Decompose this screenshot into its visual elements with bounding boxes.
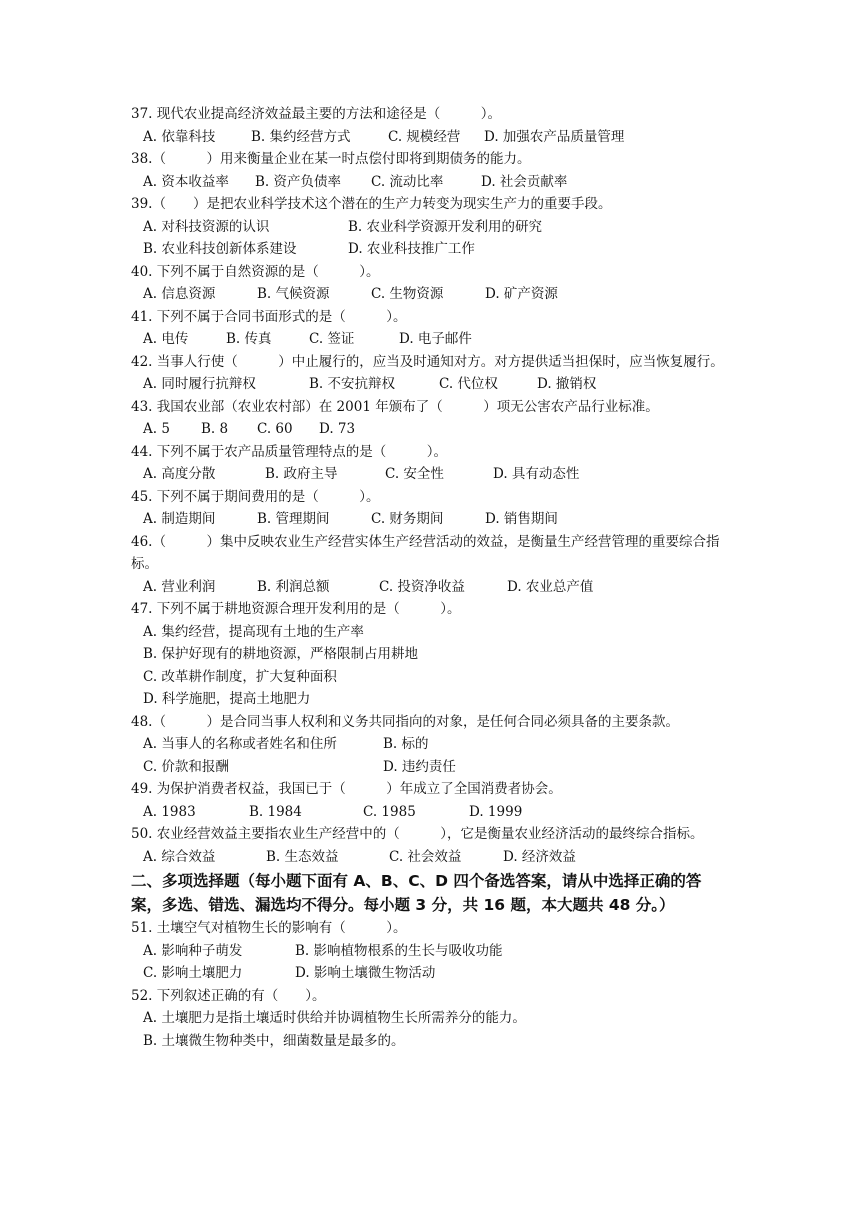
question-45-stem: 45. 下列不属于期间费用的是（ ）。: [131, 488, 380, 505]
option-a: A. 1983: [143, 803, 196, 820]
question-38-options: [131, 171, 731, 194]
question-38-stem: 38.（ ）用来衡量企业在某一时点偿付即将到期债务的能力。: [131, 151, 531, 167]
question-42-options: [131, 373, 731, 396]
option-b: B. 标的: [383, 736, 429, 752]
question-41-stem: 41. 下列不属于合同书面形式的是（ ）。: [131, 308, 407, 325]
option-b: B. 1984: [249, 803, 302, 820]
question-52-stem: 52. 下列叙述正确的有（ ）。: [131, 987, 326, 1004]
option-d: D. 农业科技推广工作: [348, 241, 475, 257]
option-a: A. 营业利润: [143, 578, 216, 595]
option-b: B. 影响植物根系的生长与吸收功能: [295, 942, 503, 959]
option-a: A. 集约经营，提高现有土地的生产率: [143, 623, 364, 640]
question-37-stem: 37. 现代农业提高经济效益最主要的方法和途径是（ ）。: [131, 106, 502, 122]
option-b: B. 气候资源: [257, 286, 330, 302]
option-d: D. 经济效益: [503, 848, 576, 865]
option-b: B. 8: [201, 421, 229, 437]
option-b: B. 农业科学资源开发利用的研究: [348, 218, 543, 235]
question-list: [131, 103, 731, 1052]
option-d: D. 违约责任: [383, 758, 456, 775]
question-45-options: [131, 508, 731, 531]
question-43-stem: 43. 我国农业部（农业农村部）在 2001 年颁布了（ ）项无公害农产品行业标准。: [131, 398, 659, 415]
question-50-options: [131, 846, 731, 869]
question-51-options-row2: [131, 962, 731, 985]
option-c: C. 60: [257, 421, 293, 437]
option-a: A. 综合效益: [143, 848, 216, 865]
option-a: A. 5: [143, 421, 170, 437]
option-d: D. 科学施肥，提高土地肥力: [143, 691, 311, 707]
question-39-options-row2: [131, 238, 731, 261]
option-c: C. 社会效益: [389, 848, 462, 865]
option-c: C. 规模经营: [388, 128, 461, 145]
question-40-stem: 40. 下列不属于自然资源的是（ ）。: [131, 263, 380, 280]
question-51-options-row1: [131, 940, 731, 963]
question-46-stem: 46.（ ）集中反映农业生产经营实体生产经营活动的效益，是衡量生产经营管理的重要综合指标。: [131, 533, 720, 572]
option-d: D. 1999: [469, 803, 523, 820]
question-40-options: [131, 283, 731, 306]
option-a: A. 制造期间: [143, 511, 216, 527]
option-b: B. 保护好现有的耕地资源，严格限制占用耕地: [143, 646, 419, 662]
option-c: C. 流动比率: [371, 173, 444, 190]
option-a: A. 同时履行抗辩权: [143, 376, 256, 392]
option-c: C. 1985: [363, 803, 416, 820]
question-44-options: [131, 463, 731, 486]
option-c: C. 签证: [309, 331, 355, 347]
question-44-stem: 44. 下列不属于农产品质量管理特点的是（ ）。: [131, 443, 448, 460]
question-48-options-row2: [131, 756, 731, 779]
option-b: B. 利润总额: [257, 578, 330, 595]
option-a: A. 电传: [143, 331, 189, 347]
option-d: D. 73: [319, 421, 356, 437]
option-c: C. 改革耕作制度，扩大复种面积: [143, 668, 337, 685]
question-49-stem: 49. 为保护消费者权益，我国已于（ ）年成立了全国消费者协会。: [131, 781, 562, 797]
option-a: A. 依靠科技: [143, 128, 216, 145]
question-43-options: [131, 418, 731, 441]
option-b: B. 土壤微生物种类中，细菌数量是最多的。: [143, 1032, 405, 1049]
option-d: D. 撤销权: [537, 376, 597, 392]
option-a: A. 信息资源: [143, 286, 216, 302]
option-d: D. 农业总产值: [507, 578, 594, 595]
option-a: A. 影响种子萌发: [143, 942, 243, 959]
section-heading-multiple-choice: 二、多项选择题（每小题下面有 A、B、C、D 四个备选答案，请从中选择正确的答案，多选、错选、漏选均不得分。每小题 3 分，共 16 题，本大题共 48 分。）: [131, 872, 702, 914]
option-c: C. 投资净收益: [379, 578, 465, 595]
option-a: A. 资本收益率: [143, 173, 229, 190]
option-d: D. 具有动态性: [493, 466, 580, 482]
option-d: D. 加强农产品质量管理: [484, 128, 625, 145]
option-c: C. 价款和报酬: [143, 758, 229, 775]
question-42-stem: 42. 当事人行使（ ）中止履行的，应当及时通知对方。对方提供适当担保时，应当恢复履行。: [131, 353, 724, 370]
option-c: C. 代位权: [439, 376, 498, 392]
option-b: B. 管理期间: [257, 511, 330, 527]
question-39-stem: 39.（ ）是把农业科学技术这个潜在的生产力转变为现实生产力的重要手段。: [131, 196, 612, 212]
option-d: D. 影响土壤微生物活动: [295, 965, 436, 981]
question-48-options-row1: [131, 733, 731, 756]
option-c: C. 安全性: [385, 466, 444, 482]
option-a: A. 对科技资源的认识: [143, 218, 270, 235]
option-a: A. 土壤肥力是指土壤适时供给并协调植物生长所需养分的能力。: [143, 1010, 526, 1026]
question-51-stem: 51. 土壤空气对植物生长的影响有（ ）。: [131, 920, 407, 936]
question-48-stem: 48.（ ）是合同当事人权利和义务共同指向的对象，是任何合同必须具备的主要条款。: [131, 713, 679, 730]
option-d: D. 销售期间: [485, 511, 558, 527]
question-50-stem: 50. 农业经营效益主要指农业生产经营中的（ ），它是衡量农业经济活动的最终综合指标。: [131, 826, 704, 842]
question-46-options: [131, 576, 731, 599]
option-c: C. 影响土壤肥力: [143, 965, 243, 981]
option-c: C. 生物资源: [371, 286, 444, 302]
option-b: B. 不安抗辩权: [309, 376, 396, 392]
option-a: A. 当事人的名称或者姓名和住所: [143, 736, 337, 752]
option-b: B. 生态效益: [266, 848, 339, 865]
option-d: D. 电子邮件: [399, 331, 472, 347]
option-b: B. 集约经营方式: [251, 128, 351, 145]
option-c: C. 财务期间: [371, 511, 444, 527]
option-c: B. 农业科技创新体系建设: [143, 241, 297, 257]
option-d: D. 矿产资源: [485, 286, 558, 302]
question-47-stem: 47. 下列不属于耕地资源合理开发利用的是（ ）。: [131, 601, 461, 617]
option-b: B. 资产负债率: [255, 173, 342, 190]
option-d: D. 社会贡献率: [481, 173, 568, 190]
option-b: B. 政府主导: [265, 466, 338, 482]
question-37-options: [131, 126, 731, 149]
question-41-options: [131, 328, 731, 351]
question-49-options: [131, 801, 731, 824]
option-b: B. 传真: [226, 331, 272, 347]
option-a: A. 高度分散: [143, 466, 216, 482]
question-39-options-row1: [131, 216, 731, 239]
